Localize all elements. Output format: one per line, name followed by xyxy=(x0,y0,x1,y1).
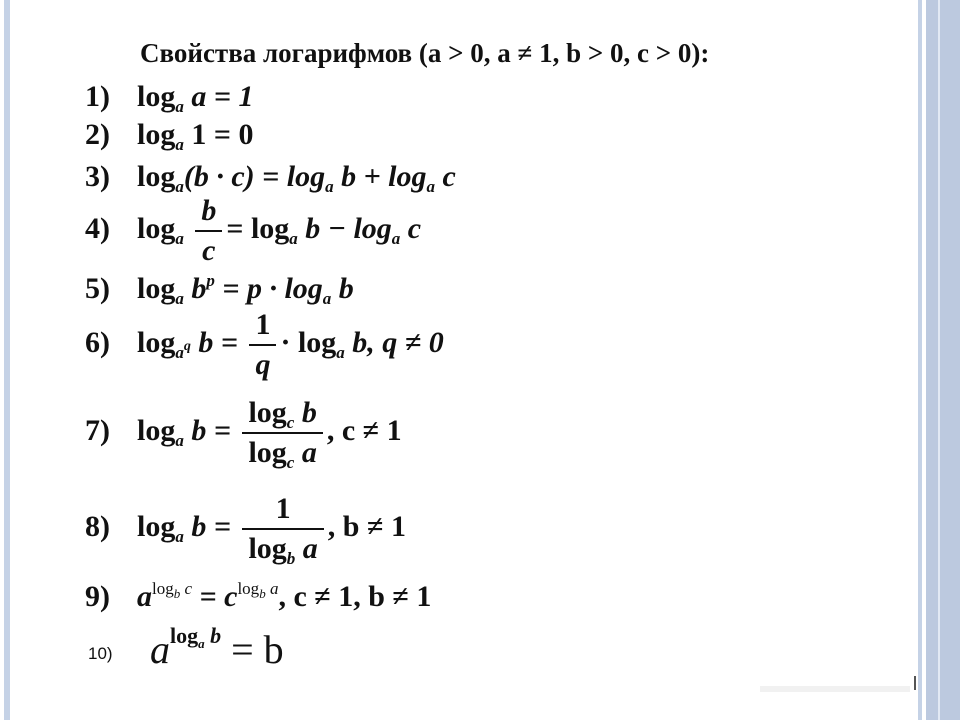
formula-9: 9) $a^{log_b c} = c^{log_b a}$, c ≠ 1, b ≠ 1 xyxy=(85,579,432,613)
fraction: $\frac{b}{c}$ xyxy=(195,194,222,268)
formula-10-label: 10) xyxy=(88,644,113,663)
slide-title: Свойства логарифмов (a > 0, a ≠ 1, b > 0, c > 0): xyxy=(140,38,710,68)
formula-8: 8) $\log_a b$ = $\frac{1}{\log_b a}$ , b ≠ 1 xyxy=(85,492,406,568)
fraction: $\frac{\log_c b}{\log_c a}$ xyxy=(242,396,322,470)
formula-1: 1) $\log_a a = 1$ xyxy=(85,80,254,116)
formula-2: 2) $\log_a 1 = 0$ xyxy=(85,118,254,154)
fraction: $\frac{1}{\log_b a}$ xyxy=(242,492,323,566)
formula-6: 6) $\log_{a^q} b$ = $\frac{1}{q}$ · $\log_a b$, q ≠ 0 xyxy=(85,308,444,381)
fraction: $\frac{1}{q}$ xyxy=(249,308,276,382)
formula-10: $a^{log_a b} = b$ xyxy=(150,623,284,672)
formula-7: 7) $\log_a b$ = $\frac{\log_c b}{\log_c a}$ , c ≠ 1 xyxy=(85,396,402,472)
formula-3: 3) $\log_a(b \cdot c) = \log_a b + \log_a c$ xyxy=(85,160,456,196)
formula-4: 4) $\log_a$ $\frac{b}{c}$ = $\log_a b - \log_a c$ xyxy=(85,194,422,267)
formula-5: 5) $\log_a b^p = p \cdot \log_a b$ xyxy=(85,271,354,308)
